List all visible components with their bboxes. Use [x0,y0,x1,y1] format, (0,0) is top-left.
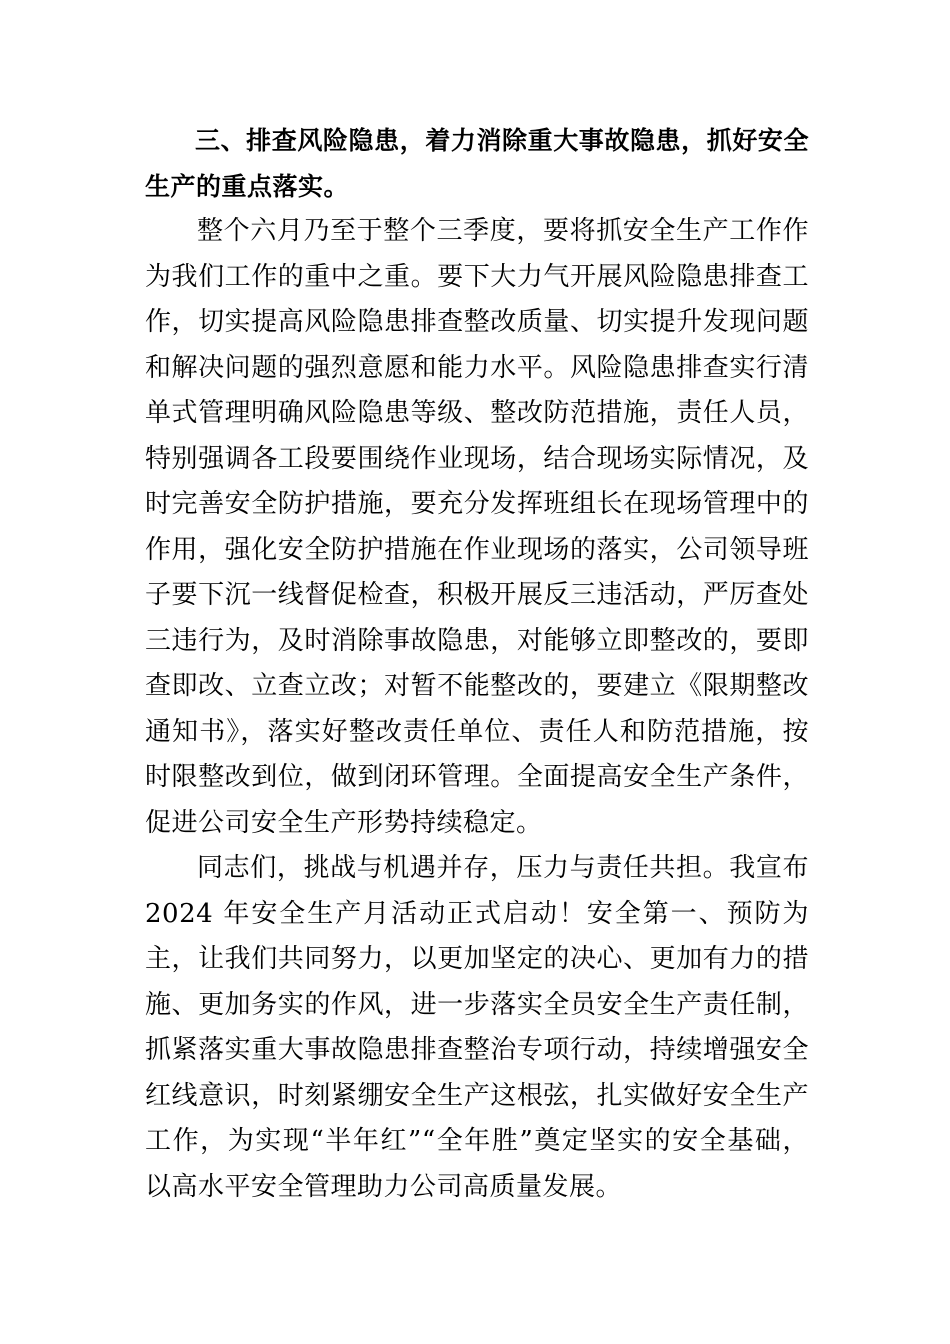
section-heading: 三、排查风险隐患，着力消除重大事故隐患，抓好安全生产的重点落实。 [145,126,809,201]
paragraph-risk-inspection: 整个六月乃至于整个三季度，要将抓安全生产工作作为我们工作的重中之重。要下大力气开展风险隐患排查工作，切实提高风险隐患排查整改质量、切实提升发现问题和解决问题的强烈意愿和能力水平。风险隐患排查实行清单式管理明确风险隐患等级、整改防范措施，责任人员，特别强调各工段要围绕作业现场，结合现场实际情况，及时完善安全防护措施，要充分发挥班组长在现场管理中的作用，强化安全防护措施在作业现场的落实，公司领导班子要下沉一线督促检查，积极开展反三违活动，严厉查处三违行为，及时消除事故隐患，对能够立即整改的，要即查即改、立查立改；对暂不能整改的，要建立《限期整改通知书》，落实好整改责任单位、责任人和防范措施，按时限整改到位，做到闭环管理。全面提高安全生产条件，促进公司安全生产形势持续稳定。 [145,216,809,838]
document-body [145,118,809,1210]
paragraph-closing-remarks: 同志们，挑战与机遇并存，压力与责任共担。我宣布 2024 年安全生产月活动正式启动！安全第一、预防为主，让我们共同努力，以更加坚定的决心、更加有力的措施、更加务实的作风，进一步落实全员安全生产责任制，抓紧落实重大事故隐患排查整治专项行动，持续增强安全红线意识，时刻紧绷安全生产这根弦，扎实做好安全生产工作，为实现“半年红”“全年胜”奠定坚实的安全基础，以高水平安全管理助力公司高质量发展。 [145,853,809,1202]
